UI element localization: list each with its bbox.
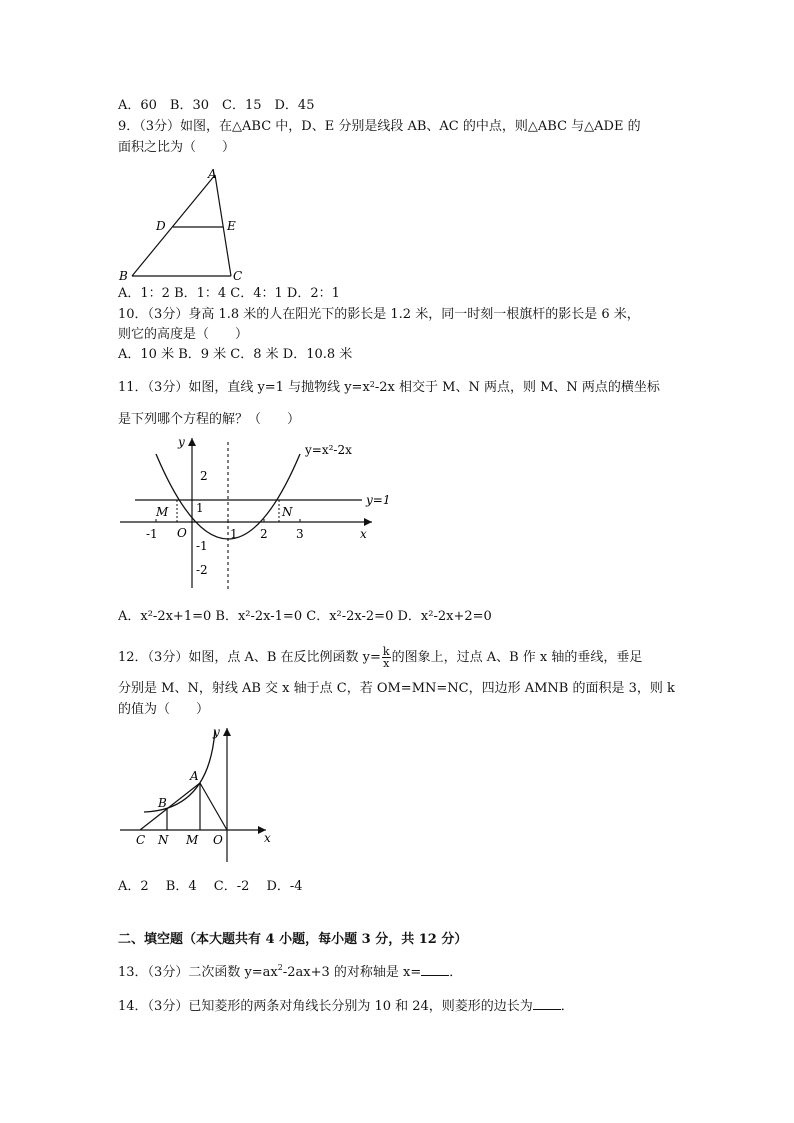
q12-label-a: A bbox=[190, 769, 199, 783]
q11-n-label: N bbox=[282, 505, 293, 519]
q12-text-line1: 12．（3分）如图，点 A、B 在反比例函数 y= $\frac{k}{x}$ 的图象上，过点 A、B 作 x 轴的垂线，垂足 bbox=[118, 645, 643, 670]
q11-tick-y-neg2: -2 bbox=[196, 563, 208, 577]
q11-options: A．x²-2x+1=0 B．x²-2x-1=0 C．x²-2x-2=0 D．x²-2x+2=0 bbox=[118, 609, 492, 624]
x-axis-arrow bbox=[364, 518, 372, 526]
q11-tick-x-1: 1 bbox=[230, 527, 238, 541]
q10-options: A．10 米 B．9 米 C．8 米 D．10.8 米 bbox=[118, 347, 353, 362]
q9-options: A．1：2 B．1：4 C．4：1 D．2：1 bbox=[118, 286, 340, 301]
q11-text-line2: 是下列哪个方程的解？（ ） bbox=[118, 412, 301, 427]
q11-tick-y-neg1: -1 bbox=[196, 539, 208, 553]
q11-tick-y-1: 1 bbox=[196, 501, 204, 515]
q12-label-c: C bbox=[136, 833, 146, 847]
q12-text-line2: 分别是 M、N，射线 AB 交 x 轴于点 C，若 OM=MN=NC，四边形 AMNB 的面积是 3，则 k bbox=[118, 681, 675, 696]
q12-label-o: O bbox=[213, 833, 223, 847]
q11-curve-label: y=x²-2x bbox=[305, 443, 352, 457]
y-axis-arrow bbox=[188, 438, 196, 446]
q14-text: 14．（3分）已知菱形的两条对角线长分别为 10 和 24，则菱形的边长为 ． bbox=[118, 999, 574, 1014]
q14-answer-blank[interactable] bbox=[533, 997, 561, 1010]
q12-label-b: B bbox=[158, 796, 167, 810]
fraction-k-over-x: $\frac{k}{x}$ bbox=[382, 645, 390, 670]
q11-parabola-graph bbox=[110, 430, 400, 595]
q9-text-line1: 9．（3分）如图，在△ABC 中，D、E 分别是线段 AB、AC 的中点，则△ABC 与△ADE 的 bbox=[118, 119, 641, 134]
q11-text-line1: 11．（3分）如图，直线 y=1 与抛物线 $y=x^2-2x$ 相交于 M、N 两点，则 M、N 两点的横坐标 bbox=[118, 380, 660, 395]
q11-tick-x-neg1: -1 bbox=[146, 527, 158, 541]
q9-triangle-figure bbox=[114, 165, 254, 283]
q13-answer-blank[interactable] bbox=[421, 963, 449, 976]
q11-origin-label: O bbox=[177, 526, 187, 540]
q8-options: A．60 B．30 C．15 D．45 bbox=[118, 98, 315, 113]
q9-label-d: D bbox=[156, 219, 166, 233]
q11-y-label: y bbox=[178, 435, 185, 449]
q12-options: A．2 B．4 C．-2 D．-4 bbox=[118, 879, 303, 894]
q12-hyperbola-graph bbox=[114, 720, 284, 870]
q11-x-label: x bbox=[360, 527, 367, 541]
q10-text-line2: 则它的高度是（ ） bbox=[118, 327, 249, 342]
q12-y-label: y bbox=[213, 725, 220, 739]
q9-label-b: B bbox=[119, 269, 128, 283]
section-2-heading: 二、填空题（本大题共有 4 小题，每小题 3 分，共 12 分） bbox=[118, 932, 468, 947]
q11-tick-x-3: 3 bbox=[296, 527, 304, 541]
q11-tick-y-2: 2 bbox=[200, 469, 208, 483]
q11-tick-x-2: 2 bbox=[260, 527, 268, 541]
q10-text-line1: 10．（3分）身高 1.8 米的人在阳光下的影长是 1.2 米，同一时刻一根旗杆的影长是 6 米， bbox=[118, 307, 640, 322]
q12-text-line3: 的值为（ ） bbox=[118, 702, 210, 717]
q11-line-label: y=1 bbox=[366, 493, 391, 507]
q12-label-m: M bbox=[186, 833, 199, 847]
q12-x-label: x bbox=[264, 831, 271, 845]
q9-text-line2: 面积之比为（ ） bbox=[118, 140, 236, 155]
q9-label-a: A bbox=[208, 167, 217, 181]
q9-label-c: C bbox=[233, 269, 243, 283]
q13-text: 13．（3分）二次函数 $y=ax^2-2ax+3$ 的对称轴是 x= ． bbox=[118, 963, 463, 980]
q12-label-n: N bbox=[158, 833, 169, 847]
q9-label-e: E bbox=[227, 219, 236, 233]
q11-m-label: M bbox=[156, 505, 169, 519]
